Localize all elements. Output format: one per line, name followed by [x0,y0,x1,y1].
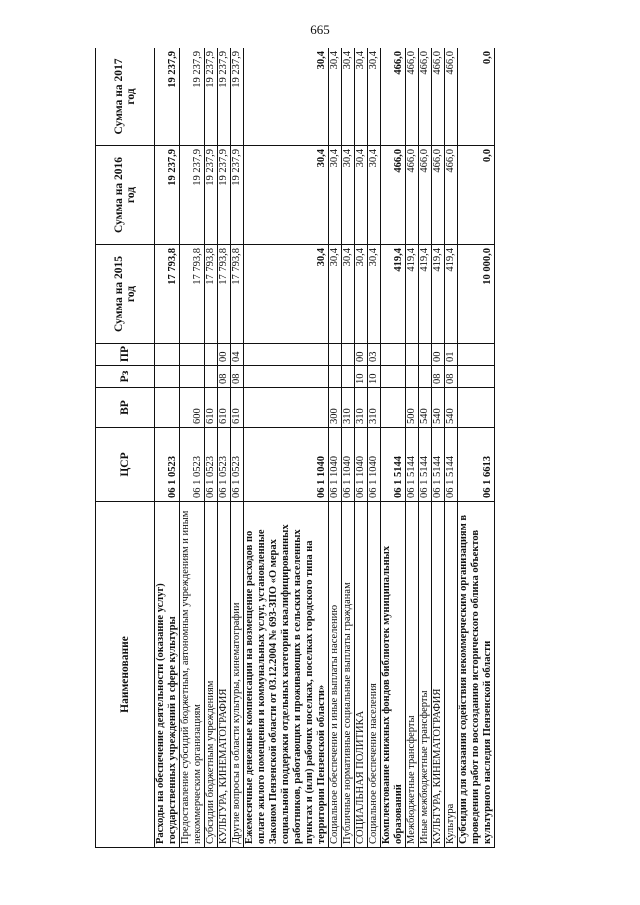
cell-vr: 310 [355,388,368,428]
cell-name: Иные межбюджетные трансферты [419,502,432,848]
cell-vr: 610 [218,388,231,428]
cell-sum-2017: 19 237,9 [180,48,205,146]
cell-vr: 610 [205,388,218,428]
table-row [205,48,218,848]
cell-sum-2016: 19 237,9 [218,146,231,245]
table-row [458,48,495,848]
table-row [368,48,381,848]
cell-vr: 540 [419,388,432,428]
cell-vr: 600 [180,388,205,428]
cell-rz: 08 [218,366,231,388]
cell-sum-2015: 419,4 [419,245,432,344]
cell-sum-2015: 17 793,8 [231,245,244,344]
cell-sum-2015: 10 000,0 [458,245,495,344]
cell-sum-2017: 30,4 [355,48,368,146]
cell-rz [458,366,495,388]
cell-vr: 610 [231,388,244,428]
table-row [231,48,244,848]
cell-sum-2017: 30,4 [342,48,355,146]
cell-name: Публичные нормативные социальные выплаты гражданам [342,502,355,848]
cell-rz: 10 [368,366,381,388]
cell-sum-2016: 19 237,9 [155,146,180,245]
cell-name: Культура [445,502,458,848]
cell-vr: 500 [406,388,419,428]
header-name: Наименование [96,502,155,848]
cell-pr [329,344,342,366]
cell-rz [155,366,180,388]
cell-sum-2015: 419,4 [432,245,445,344]
cell-csr: 06 1 1040 [368,428,381,502]
table-row [155,48,180,848]
cell-name: Предоставление субсидий бюджетным, автономным учреждениям и иным некоммерческим организациям [180,502,205,848]
cell-pr [419,344,432,366]
cell-rz: 08 [445,366,458,388]
cell-vr [381,388,406,428]
cell-csr: 06 1 0523 [180,428,205,502]
cell-rz: 08 [432,366,445,388]
cell-pr [180,344,205,366]
cell-rz [180,366,205,388]
cell-pr [205,344,218,366]
cell-pr: 00 [218,344,231,366]
cell-rz [419,366,432,388]
cell-csr: 06 1 5144 [432,428,445,502]
header-sum-2016: Сумма на 2016 год [96,146,155,245]
cell-csr: 06 1 0523 [205,428,218,502]
cell-sum-2016: 30,4 [355,146,368,245]
cell-name: Комплектование книжных фондов библиотек муниципальных образований [381,502,406,848]
cell-sum-2015: 419,4 [381,245,406,344]
cell-sum-2017: 30,4 [368,48,381,146]
table-row [355,48,368,848]
cell-sum-2017: 19 237,9 [155,48,180,146]
cell-csr: 06 1 6613 [458,428,495,502]
cell-sum-2015: 17 793,8 [218,245,231,344]
cell-sum-2015: 419,4 [445,245,458,344]
header-rz: Рз [96,366,155,388]
table-row [329,48,342,848]
cell-sum-2017: 0,0 [458,48,495,146]
cell-csr: 06 1 0523 [231,428,244,502]
cell-pr: 00 [355,344,368,366]
cell-pr: 01 [445,344,458,366]
table-row [419,48,432,848]
cell-rz: 10 [355,366,368,388]
cell-sum-2017: 466,0 [432,48,445,146]
cell-csr: 06 1 1040 [355,428,368,502]
cell-csr: 06 1 1040 [342,428,355,502]
cell-rz [329,366,342,388]
table-row [406,48,419,848]
rotated-table-container [95,48,545,848]
cell-name: Социальное обеспечение и иные выплаты населению [329,502,342,848]
cell-sum-2015: 30,4 [355,245,368,344]
cell-pr [381,344,406,366]
cell-rz: 08 [231,366,244,388]
cell-sum-2016: 466,0 [432,146,445,245]
cell-sum-2016: 30,4 [329,146,342,245]
cell-csr: 06 1 0523 [218,428,231,502]
table-row [445,48,458,848]
cell-pr: 00 [432,344,445,366]
cell-name: Межбюджетные трансферты [406,502,419,848]
cell-sum-2016: 30,4 [368,146,381,245]
cell-sum-2017: 19 237,9 [205,48,218,146]
cell-name: КУЛЬТУРА, КИНЕМАТОГРАФИЯ [432,502,445,848]
cell-name: Другие вопросы в области культуры, кинематографии [231,502,244,848]
table-row [342,48,355,848]
cell-name: Ежемесячные денежные компенсации на возмещение расходов по оплате жилого помещения и коммунальных услуг, установленные Законом Пензенской области от 03.12.2004 № 693-ЗПО «О мерах социальной поддержки отдельных категорий квалифицированных работников, работающих и проживающих в сельских населенных пунктах и (или) рабочих поселках, поселках городского типа на территории Пензенской области» [244,502,329,848]
cell-vr: 310 [342,388,355,428]
cell-vr [244,388,329,428]
cell-vr: 540 [432,388,445,428]
cell-sum-2017: 466,0 [419,48,432,146]
cell-sum-2015: 17 793,8 [155,245,180,344]
cell-sum-2015: 30,4 [368,245,381,344]
cell-sum-2016: 466,0 [406,146,419,245]
cell-sum-2016: 0,0 [458,146,495,245]
cell-sum-2016: 30,4 [244,146,329,245]
cell-csr: 06 1 1040 [329,428,342,502]
cell-name: Расходы на обеспечение деятельности (оказание услуг) государственных учреждений в сфере культуры [155,502,180,848]
table-body [155,48,495,848]
header-pr: ПР [96,344,155,366]
cell-rz [406,366,419,388]
cell-pr [406,344,419,366]
cell-sum-2016: 19 237,9 [231,146,244,245]
cell-sum-2017: 30,4 [329,48,342,146]
cell-sum-2017: 30,4 [244,48,329,146]
cell-rz [244,366,329,388]
cell-sum-2016: 466,0 [445,146,458,245]
cell-pr [244,344,329,366]
cell-sum-2016: 466,0 [419,146,432,245]
cell-csr: 06 1 5144 [381,428,406,502]
cell-sum-2015: 30,4 [244,245,329,344]
cell-vr: 540 [445,388,458,428]
cell-rz [342,366,355,388]
header-vr: ВР [96,388,155,428]
header-sum-2017: Сумма на 2017 год [96,48,155,146]
cell-pr: 03 [368,344,381,366]
cell-name: Социальное обеспечение населения [368,502,381,848]
cell-pr [155,344,180,366]
cell-vr [458,388,495,428]
cell-sum-2017: 19 237,9 [231,48,244,146]
cell-name: Субсидии бюджетным учреждениям [205,502,218,848]
cell-vr: 310 [368,388,381,428]
cell-pr: 04 [231,344,244,366]
rotated-table-area [95,48,545,848]
cell-sum-2015: 17 793,8 [180,245,205,344]
cell-sum-2016: 466,0 [381,146,406,245]
table-row [244,48,329,848]
cell-name: Субсидии для оказания содействия некоммерческим организациям в проведении работ по воссозданию исторического облика объектов культурного наследия Пензенской области [458,502,495,848]
table-row [381,48,406,848]
cell-sum-2017: 466,0 [445,48,458,146]
header-sum-2015: Сумма на 2015 год [96,245,155,344]
cell-sum-2015: 30,4 [342,245,355,344]
cell-csr: 06 1 1040 [244,428,329,502]
cell-sum-2015: 30,4 [329,245,342,344]
budget-table [95,48,495,848]
cell-sum-2017: 466,0 [381,48,406,146]
page-number: 665 [310,22,330,37]
table-row [432,48,445,848]
cell-sum-2016: 19 237,9 [180,146,205,245]
header-csr: ЦСР [96,428,155,502]
cell-vr [155,388,180,428]
cell-sum-2017: 466,0 [406,48,419,146]
cell-sum-2015: 419,4 [406,245,419,344]
cell-csr: 06 1 5144 [419,428,432,502]
table-header-row [96,48,155,848]
cell-name: КУЛЬТУРА, КИНЕМАТОГРАФИЯ [218,502,231,848]
cell-sum-2017: 19 237,9 [218,48,231,146]
cell-sum-2016: 19 237,9 [205,146,218,245]
cell-vr: 300 [329,388,342,428]
table-row [180,48,205,848]
cell-csr: 06 1 5144 [406,428,419,502]
cell-pr [458,344,495,366]
cell-name: СОЦИАЛЬНАЯ ПОЛИТИКА [355,502,368,848]
cell-rz [381,366,406,388]
cell-csr: 06 1 5144 [445,428,458,502]
cell-sum-2016: 30,4 [342,146,355,245]
table-row [218,48,231,848]
cell-rz [205,366,218,388]
cell-sum-2015: 17 793,8 [205,245,218,344]
cell-pr [342,344,355,366]
cell-csr: 06 1 0523 [155,428,180,502]
